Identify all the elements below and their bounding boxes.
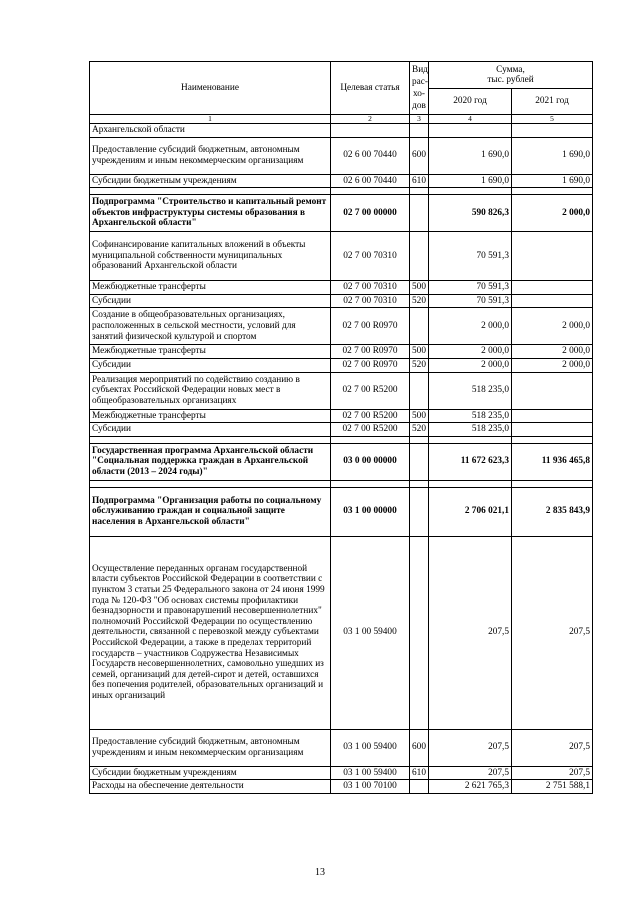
header-target-article-label: Целевая статья bbox=[340, 82, 400, 93]
name-cell: Предоставление субсидий бюджетным, автономным учреждениям и иным некоммерческим организациям bbox=[90, 137, 331, 174]
table-row bbox=[90, 409, 593, 423]
amount-2020-cell: 1 690,0 bbox=[429, 174, 512, 188]
expense-kind-cell bbox=[410, 487, 429, 536]
column-number: 4 bbox=[429, 115, 512, 124]
target-article-cell: 02 6 00 70440 bbox=[331, 137, 410, 174]
expense-kind-cell bbox=[410, 195, 429, 232]
header-sum-line: Сумма, bbox=[496, 64, 525, 75]
amount-2021-cell bbox=[512, 294, 593, 308]
expense-kind-cell: 610 bbox=[410, 174, 429, 188]
empty-cell bbox=[331, 480, 410, 487]
table-row bbox=[90, 443, 593, 480]
header-kind-line: рас- bbox=[412, 77, 428, 87]
amount-2020-cell: 2 621 765,3 bbox=[429, 780, 512, 794]
name-cell: Субсидии бюджетным учреждениям bbox=[90, 174, 331, 188]
empty-cell bbox=[429, 188, 512, 195]
column-number: 3 bbox=[410, 115, 429, 124]
budget-table bbox=[89, 61, 593, 794]
header-year-2021: 2021 год bbox=[512, 88, 593, 115]
name-cell: Архангельской области bbox=[90, 124, 331, 138]
expense-kind-cell: 500 bbox=[410, 409, 429, 423]
amount-2020-cell: 11 672 623,3 bbox=[429, 443, 512, 480]
empty-cell bbox=[331, 188, 410, 195]
spacer-row bbox=[90, 436, 593, 443]
target-article-cell: 02 7 00 00000 bbox=[331, 195, 410, 232]
expense-kind-cell: 600 bbox=[410, 729, 429, 766]
name-cell: Субсидии bbox=[90, 423, 331, 437]
table-row bbox=[90, 294, 593, 308]
header-kind-line: дов bbox=[412, 101, 426, 111]
header-year-2020: 2020 год bbox=[429, 88, 512, 115]
header-target-article bbox=[331, 62, 410, 115]
spacer-row bbox=[90, 188, 593, 195]
column-number: 2 bbox=[331, 115, 410, 124]
amount-2021-cell: 2 835 843,9 bbox=[512, 487, 593, 536]
name-cell: Межбюджетные трансферты bbox=[90, 281, 331, 295]
table-row bbox=[90, 195, 593, 232]
amount-2020-cell: 2 706 021,1 bbox=[429, 487, 512, 536]
amount-2021-cell: 207,5 bbox=[512, 536, 593, 729]
amount-2021-cell: 207,5 bbox=[512, 766, 593, 780]
expense-kind-cell bbox=[410, 308, 429, 345]
target-article-cell: 02 6 00 70440 bbox=[331, 174, 410, 188]
table-row bbox=[90, 423, 593, 437]
expense-kind-cell bbox=[410, 443, 429, 480]
header-name: Наименование bbox=[90, 62, 331, 115]
amount-2020-cell: 2 000,0 bbox=[429, 345, 512, 359]
empty-cell bbox=[429, 436, 512, 443]
table-row bbox=[90, 766, 593, 780]
name-cell: Осуществление переданных органам государственной власти субъектов Российской Федерации в соответствии с пунктом 3 статьи 25 Федерального закона от 24 июня 1999 года № 120-ФЗ "Об основах системы профилактики безнадзорности и правонарушений несовершеннолетних" полномочий Российской Федерации по осуществлению деятельности, связанной с перевозкой между субъектами Российской Федерации, а также в пределах территорий государств – участников Содружества Независимых Государств несовершеннолетних, самовольно ушедших из семей, организаций для детей-сирот и детей, оставшихся без попечения родителей, образовательных организаций и иных организаций bbox=[90, 536, 331, 729]
table-row bbox=[90, 345, 593, 359]
amount-2021-cell bbox=[512, 372, 593, 409]
table-row bbox=[90, 780, 593, 794]
header-kind-line: Вид bbox=[412, 65, 428, 75]
table-header bbox=[90, 62, 593, 124]
expense-kind-cell: 520 bbox=[410, 358, 429, 372]
target-article-cell: 02 7 00 R5200 bbox=[331, 423, 410, 437]
expense-kind-cell bbox=[410, 780, 429, 794]
name-cell: Подпрограмма "Строительство и капитальный ремонт объектов инфраструктуры системы образования в Архангельской области" bbox=[90, 195, 331, 232]
name-cell: Подпрограмма "Организация работы по социальному обслуживанию граждан и социальной защите населения в Архангельской области" bbox=[90, 487, 331, 536]
amount-2020-cell: 207,5 bbox=[429, 766, 512, 780]
table-row bbox=[90, 358, 593, 372]
amount-2020-cell: 207,5 bbox=[429, 729, 512, 766]
amount-2021-cell: 2 000,0 bbox=[512, 345, 593, 359]
empty-cell bbox=[429, 480, 512, 487]
target-article-cell: 02 7 00 70310 bbox=[331, 232, 410, 281]
amount-2021-cell: 207,5 bbox=[512, 729, 593, 766]
name-cell: Предоставление субсидий бюджетным, автономным учреждениям и иным некоммерческим организациям bbox=[90, 729, 331, 766]
header-kind-line: хо- bbox=[412, 89, 426, 99]
amount-2021-cell: 1 690,0 bbox=[512, 174, 593, 188]
name-cell: Софинансирование капитальных вложений в объекты муниципальной собственности муниципальных образований Архангельской области bbox=[90, 232, 331, 281]
column-number: 5 bbox=[512, 115, 593, 124]
amount-2020-cell bbox=[429, 124, 512, 138]
empty-cell bbox=[512, 480, 593, 487]
empty-cell bbox=[90, 480, 331, 487]
target-article-cell: 03 1 00 59400 bbox=[331, 729, 410, 766]
target-article-cell bbox=[331, 124, 410, 138]
target-article-cell: 03 1 00 59400 bbox=[331, 536, 410, 729]
expense-kind-cell bbox=[410, 372, 429, 409]
amount-2021-cell bbox=[512, 423, 593, 437]
amount-2020-cell: 518 235,0 bbox=[429, 423, 512, 437]
table-row bbox=[90, 308, 593, 345]
name-cell: Субсидии бюджетным учреждениям bbox=[90, 766, 331, 780]
expense-kind-cell: 500 bbox=[410, 281, 429, 295]
amount-2021-cell: 2 000,0 bbox=[512, 195, 593, 232]
table-row bbox=[90, 137, 593, 174]
expense-kind-cell bbox=[410, 536, 429, 729]
expense-kind-cell: 500 bbox=[410, 345, 429, 359]
spacer-row bbox=[90, 480, 593, 487]
target-article-cell: 02 7 00 70310 bbox=[331, 294, 410, 308]
amount-2020-cell: 207,5 bbox=[429, 536, 512, 729]
expense-kind-cell: 520 bbox=[410, 423, 429, 437]
expense-kind-cell bbox=[410, 124, 429, 138]
table-body bbox=[90, 124, 593, 794]
table-row bbox=[90, 729, 593, 766]
target-article-cell: 02 7 00 R0970 bbox=[331, 345, 410, 359]
amount-2020-cell: 70 591,3 bbox=[429, 232, 512, 281]
amount-2020-cell: 70 591,3 bbox=[429, 294, 512, 308]
amount-2020-cell: 518 235,0 bbox=[429, 409, 512, 423]
table-row bbox=[90, 281, 593, 295]
name-cell: Субсидии bbox=[90, 358, 331, 372]
amount-2020-cell: 1 690,0 bbox=[429, 137, 512, 174]
amount-2020-cell: 2 000,0 bbox=[429, 308, 512, 345]
amount-2021-cell: 2 751 588,1 bbox=[512, 780, 593, 794]
name-cell: Межбюджетные трансферты bbox=[90, 345, 331, 359]
amount-2021-cell: 2 000,0 bbox=[512, 308, 593, 345]
target-article-cell: 02 7 00 R0970 bbox=[331, 358, 410, 372]
table-row bbox=[90, 174, 593, 188]
name-cell: Межбюджетные трансферты bbox=[90, 409, 331, 423]
expense-kind-cell: 610 bbox=[410, 766, 429, 780]
amount-2021-cell bbox=[512, 281, 593, 295]
target-article-cell: 02 7 00 R5200 bbox=[331, 409, 410, 423]
target-article-cell: 02 7 00 R0970 bbox=[331, 308, 410, 345]
table-row bbox=[90, 487, 593, 536]
amount-2020-cell: 590 826,3 bbox=[429, 195, 512, 232]
header-expense-kind bbox=[410, 62, 429, 115]
name-cell: Создание в общеобразовательных организациях, расположенных в сельской местности, условий для занятий физической культурой и спортом bbox=[90, 308, 331, 345]
empty-cell bbox=[90, 436, 331, 443]
table-row bbox=[90, 124, 593, 138]
name-cell: Реализация мероприятий по содействию созданию в субъектах Российской Федерации новых мест в общеобразовательных организациях bbox=[90, 372, 331, 409]
amount-2021-cell: 1 690,0 bbox=[512, 137, 593, 174]
expense-kind-cell: 600 bbox=[410, 137, 429, 174]
amount-2020-cell: 518 235,0 bbox=[429, 372, 512, 409]
target-article-cell: 03 1 00 00000 bbox=[331, 487, 410, 536]
name-cell: Расходы на обеспечение деятельности bbox=[90, 780, 331, 794]
target-article-cell: 03 0 00 00000 bbox=[331, 443, 410, 480]
table-row bbox=[90, 536, 593, 729]
amount-2021-cell: 2 000,0 bbox=[512, 358, 593, 372]
amount-2021-cell bbox=[512, 232, 593, 281]
amount-2021-cell: 11 936 465,8 bbox=[512, 443, 593, 480]
name-cell: Субсидии bbox=[90, 294, 331, 308]
empty-cell bbox=[512, 436, 593, 443]
header-sum bbox=[429, 62, 593, 89]
empty-cell bbox=[410, 436, 429, 443]
empty-cell bbox=[512, 188, 593, 195]
column-number: 1 bbox=[90, 115, 331, 124]
amount-2021-cell bbox=[512, 409, 593, 423]
amount-2020-cell: 70 591,3 bbox=[429, 281, 512, 295]
target-article-cell: 03 1 00 70100 bbox=[331, 780, 410, 794]
amount-2020-cell: 2 000,0 bbox=[429, 358, 512, 372]
expense-kind-cell bbox=[410, 232, 429, 281]
empty-cell bbox=[331, 436, 410, 443]
empty-cell bbox=[410, 188, 429, 195]
expense-kind-cell: 520 bbox=[410, 294, 429, 308]
target-article-cell: 02 7 00 70310 bbox=[331, 281, 410, 295]
page-number: 13 bbox=[315, 867, 325, 878]
target-article-cell: 02 7 00 R5200 bbox=[331, 372, 410, 409]
column-number-row bbox=[90, 115, 593, 124]
empty-cell bbox=[90, 188, 331, 195]
table-row bbox=[90, 372, 593, 409]
table-row bbox=[90, 232, 593, 281]
name-cell: Государственная программа Архангельской области "Социальная поддержка граждан в Архангельской области (2013 – 2024 годы)" bbox=[90, 443, 331, 480]
amount-2021-cell bbox=[512, 124, 593, 138]
target-article-cell: 03 1 00 59400 bbox=[331, 766, 410, 780]
header-sum-line: тыс. рублей bbox=[487, 74, 534, 85]
empty-cell bbox=[410, 480, 429, 487]
